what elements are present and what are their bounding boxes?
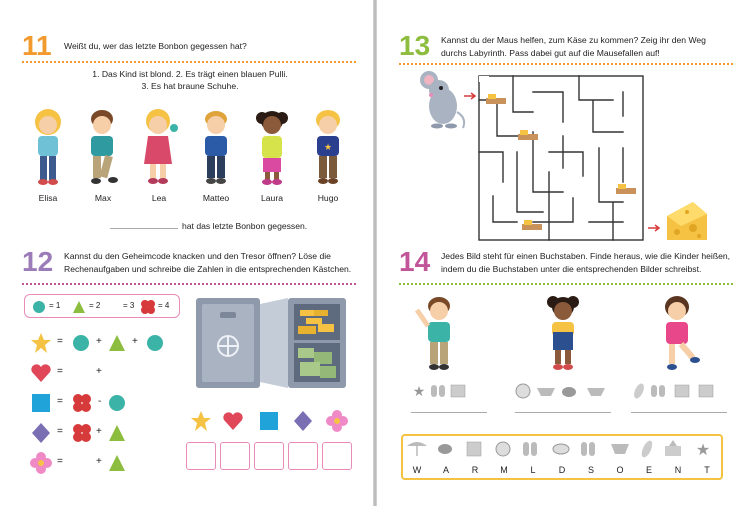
heart-symbol-icon [222,410,244,432]
plus-sign: + [132,336,138,347]
exercise-13-line-2: durchs Labyrinth. Pass dabei gut auf die Mausefallen auf! [441,48,660,58]
right-page [376,0,750,506]
triangle-symbol-icon [108,424,126,442]
exercise-14-number: 14 [399,246,431,277]
plus-sign: + [96,426,102,437]
minus-sign: - [98,396,102,407]
flower-red-symbol-icon [72,423,92,443]
exercise-11-number: 11 [22,30,52,61]
exercise-13-number: 13 [399,30,431,61]
name-answer-line-2[interactable] [515,412,611,413]
equals-sign: = [57,336,63,347]
picture-clues-kid-3 [631,382,727,400]
divider [22,61,356,63]
code-box-2[interactable] [220,442,250,470]
mouse-illustration [417,70,467,130]
mousetrap-icon [485,92,507,106]
end-arrow-icon [647,224,661,232]
legend-value-2: = 2 [89,301,101,310]
divider [399,63,733,65]
equals-sign: = [57,426,63,437]
circle-symbol-icon [146,334,164,352]
equals-sign: = [57,366,63,377]
kid-name-5: Laura [261,193,283,203]
mousetrap-icon [615,182,637,196]
square-symbol-icon [30,392,52,414]
key-letter-4: M [500,465,508,475]
circle-symbol-icon [32,300,46,314]
kid-matteo-illustration [194,106,238,186]
circle-symbol-icon [72,334,90,352]
cheese-illustration [663,196,711,244]
triangle-symbol-icon [108,334,126,352]
letter-key-pictures [405,438,721,460]
kid-max-illustration [80,106,126,186]
code-box-1[interactable] [186,442,216,470]
key-letter-5: L [530,465,536,475]
plus-sign: + [96,366,102,377]
flower-pink-symbol-icon [30,452,52,474]
square-symbol-icon [258,410,280,432]
name-answer-line-1[interactable] [411,412,487,413]
kid-girl-dungarees-illustration [535,292,591,372]
kid-lea-illustration [136,106,182,186]
svg-text:★: ★ [412,383,426,399]
legend-value-1: = 1 [49,301,61,310]
plus-sign: + [96,336,102,347]
mousetrap-icon [517,128,539,142]
moon-symbol-icon [72,454,90,472]
kid-girl-pink-illustration [649,292,705,372]
exercise-14-line-1: Jedes Bild steht für einen Buchstaben. Finde heraus, wie die Kinder heißen, [441,251,731,261]
svg-text:★: ★ [323,142,333,152]
key-letter-3: R [471,465,479,475]
picture-clues-kid-1 [411,382,483,400]
diamond-symbol-icon [292,410,314,432]
key-letter-2: A [442,465,449,475]
key-letter-11: T [704,465,710,475]
start-arrow-icon [463,92,477,100]
exercise-11-question: Weißt du, wer das letzte Bonbon gegessen hat? [64,41,247,51]
moon-symbol-icon [108,364,126,382]
kid-name-4: Matteo [202,193,230,203]
name-answer-line-3[interactable] [631,412,727,413]
divider [399,283,733,285]
circle-symbol-icon [108,394,126,412]
key-letter-9: E [645,465,652,475]
moon-symbol-icon [108,300,122,314]
flower-pink-symbol-icon [326,410,348,432]
kid-hugo-illustration [306,106,350,186]
kid-name-1: Elisa [38,193,58,203]
diamond-symbol-icon [30,422,52,444]
divider [22,283,356,285]
moon-symbol-icon [72,364,90,382]
kid-elisa-illustration [26,106,70,186]
key-letter-10: N [674,465,682,475]
star-symbol-icon [190,410,212,432]
legend-value-4: = 4 [158,301,170,310]
clue-line-1: 1. Das Kind ist blond. 2. Es trägt einen blauen Pulli. [92,69,288,79]
kid-name-2: Max [94,193,112,203]
exercise-12-line-2: Rechenaufgaben und schreibe die Zahlen in die entsprechenden Kästchen. [64,264,352,274]
exercise-13-line-1: Kannst du der Maus helfen, zum Käse zu kommen? Zeig ihr den Weg [441,35,706,45]
legend-value-3: = 3 [123,301,135,310]
picture-clues-kid-2 [515,382,611,400]
kid-name-3: Lea [151,193,167,203]
exercise-12-number: 12 [22,246,54,277]
flower-red-symbol-icon [140,299,156,315]
equals-sign: = [57,456,63,467]
plus-sign: + [96,456,102,467]
answer-suffix: hat das letzte Bonbon gegessen. [182,221,308,231]
clue-line-2: 3. Es hat braune Schuhe. [141,81,239,91]
flower-red-symbol-icon [72,393,92,413]
kid-name-6: Hugo [317,193,339,203]
svg-text:★: ★ [695,442,711,459]
triangle-symbol-icon [72,300,86,314]
answer-line[interactable] [110,228,178,229]
code-box-5[interactable] [322,442,352,470]
exercise-14-line-2: indem du die Buchstaben unter die entsprechenden Bilder schreibst. [441,264,702,274]
key-letter-6: D [558,465,566,475]
kid-laura-illustration [250,106,294,186]
legend-box [24,294,180,318]
code-box-3[interactable] [254,442,284,470]
kid-waving-illustration [411,292,467,372]
exercise-12-line-1: Kannst du den Geheimcode knacken und den Tresor öffnen? Löse die [64,251,331,261]
key-letter-8: O [616,465,624,475]
key-letter-1: W [412,465,422,475]
mousetrap-icon [521,218,543,232]
left-page [0,0,374,506]
code-box-4[interactable] [288,442,318,470]
heart-symbol-icon [30,362,52,384]
equals-sign: = [57,396,63,407]
triangle-symbol-icon [108,454,126,472]
safe-illustration [194,296,350,392]
star-symbol-icon [30,332,52,354]
key-letter-7: S [587,465,594,475]
